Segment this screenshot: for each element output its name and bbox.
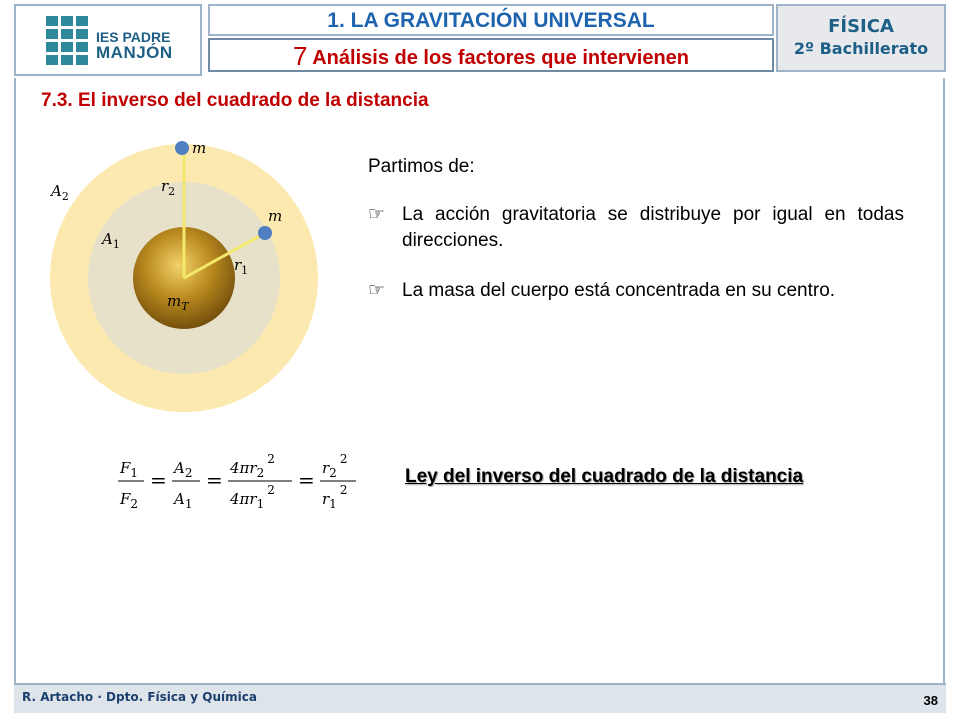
inverse-square-formula [112,448,372,518]
formula-F1: $F_1$ [120,459,139,480]
mass-dot-outer [175,141,189,155]
logo-line2: MANJÓN [96,43,173,62]
label-m-top: m [192,139,207,157]
logo-line1: IES PADRE [96,29,171,45]
premises-list [368,156,904,328]
premise-2: La masa del cuerpo está concentrada en su centro. [402,280,836,301]
label-r1: $r_1$ [234,256,249,277]
lesson-text: Análisis de los factores que intervienen [307,47,690,69]
formula-A2: $A_2$ [174,459,193,480]
page-number: 38 [923,693,938,708]
label-A1: $A_1$ [102,230,120,251]
section-title: 7.3. El inverso del cuadrado de la distancia [41,90,429,111]
logo-grid-icon [46,16,88,64]
pointing-hand-icon: ☞ [368,204,386,225]
formula-area-1: $4\pi r_1^2$ [230,483,275,511]
law-name: Ley del inverso del cuadrado de la distancia [405,466,804,487]
list-item [368,278,904,304]
course-badge [776,4,946,72]
premise-1: La acción gravitatoria se distribuye por igual en todas direcciones. [402,204,904,251]
formula-r1-squared: $r_1^2$ [322,483,348,511]
label-A2: $A_2$ [51,182,69,203]
footer-bar [14,683,946,713]
list-item [368,202,904,254]
label-m-right: m [268,207,283,225]
gravitation-diagram [40,130,340,430]
equals-sign: = [206,468,223,492]
school-logo [14,4,202,76]
formula-area-2: $4\pi r_2^2$ [230,452,275,480]
mass-dot-inner [258,226,272,240]
lesson-title [208,38,774,72]
premises-intro: Partimos de: [368,156,475,177]
equals-sign: = [298,468,315,492]
unit-title: 1. LA GRAVITACIÓN UNIVERSAL [208,4,774,36]
equals-sign: = [150,468,167,492]
lesson-number: 7 [292,41,308,71]
formula-r2-squared: $r_2^2$ [322,452,348,480]
formula-A1: $A_1$ [174,490,193,511]
label-r2: $r_2$ [161,177,176,198]
footer-author: R. Artacho · Dpto. Física y Química [22,690,257,704]
logo-text [96,30,173,60]
pointing-hand-icon: ☞ [368,280,386,301]
label-mT: $m_T$ [167,292,189,313]
course-subject: FÍSICA [828,16,894,37]
course-level: 2º Bachillerato [793,39,929,58]
formula-F2: $F_2$ [120,490,139,511]
